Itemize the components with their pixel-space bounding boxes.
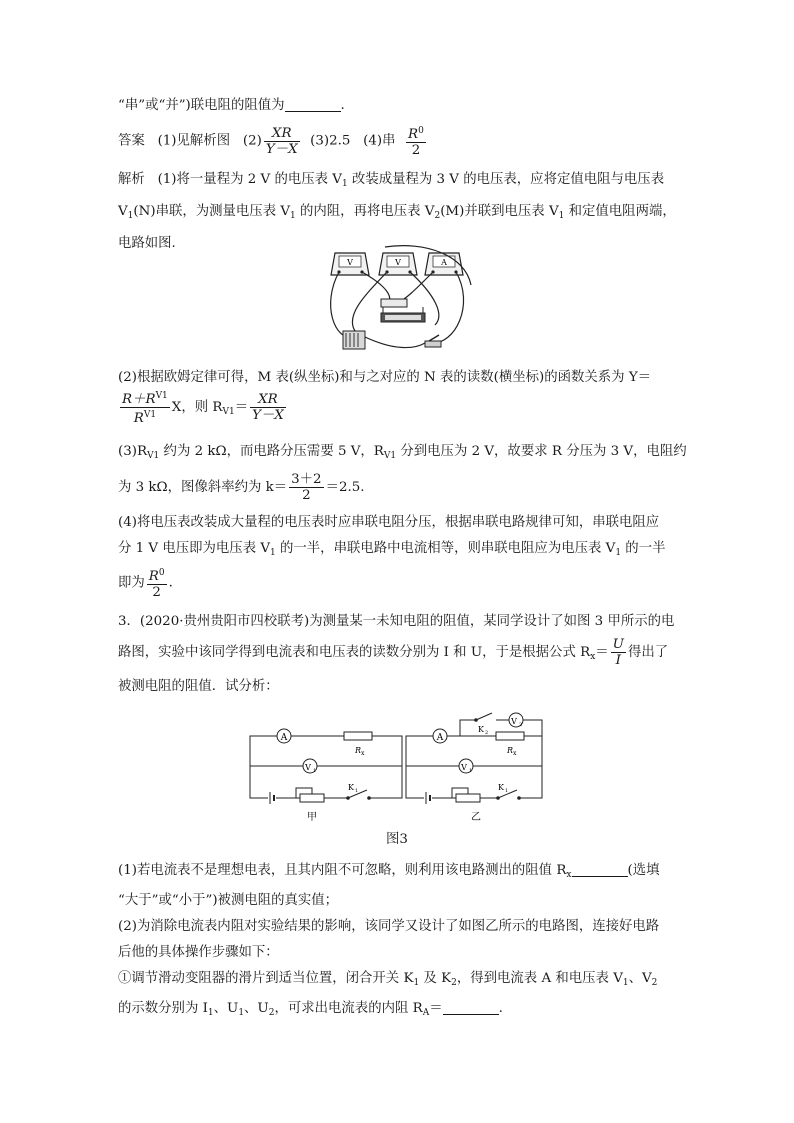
svg-text:A: A (280, 733, 288, 743)
figure-3-circuits (240, 708, 560, 826)
experiment-photo (325, 245, 475, 357)
voltmeter-icon (459, 759, 473, 774)
svg-text:1: 1 (313, 768, 317, 774)
svg-text:x: x (361, 750, 365, 757)
answer-fraction-r0: $\frac{R^0}{2}$ (408, 126, 424, 158)
analysis-part2: (2)根据欧姆定律可得，M 表(纵坐标)和与之对应的 N 表的读数(横坐标)的函数关系为 Y＝ $\frac{R+R^{V1}}{R^{V1}}$ X，则 $R_{V1}=$ $\frac{XR}{Y-X}$ (118, 370, 652, 426)
svg-text:A: A (436, 733, 444, 743)
svg-text:V: V (347, 258, 353, 267)
svg-text:2: 2 (485, 730, 489, 736)
svg-text:1: 1 (505, 788, 509, 794)
resistor-icon (344, 732, 372, 757)
question-3: 3．(2020·贵州贵阳市四校联考)为测量某一未知电阻的阻值，某同学设计了如图 3 甲所示的电 路图，实验中该同学得到电流表和电压表的读数分别为 I 和 U，于是根据公式 $R_x=$ $\frac{U}{I}$ 得出了 被测电阻的阻值．试分析： (118, 614, 675, 694)
analysis-part3: $(3)R_{V1}$ 约为 2 kΩ，而电路分压需要 5 V，$R_{V1}$ 分到电压为 2 V，故要求 R 分压为 3 V，电阻约 为 3 kΩ，图像斜率约为 k＝ $\frac{3+2}{2}$ ＝2.5. (118, 444, 687, 503)
ammeter-icon (277, 729, 291, 743)
figure-caption: 图3 (386, 832, 408, 847)
battery-icon (343, 331, 365, 349)
svg-text:x: x (513, 750, 517, 757)
question-tail: “串”或“并”)联电阻的阻值为 . (118, 98, 345, 113)
rheostat-icon (456, 794, 480, 802)
rheostat-icon (300, 794, 324, 802)
svg-text:1: 1 (355, 788, 359, 794)
meter-icon (425, 253, 463, 275)
analysis-part4: (4)将电压表改装成大量程的电压表时应串联电阻分压，根据串联电路规律可知，串联电阻应 分 1 V 电压即为电压表 $V_1$ 的一半，串联电路中电流相等，则串联电阻应为电压表 $V_1$ 的一半 即为 $\frac{R^0}{2}$ . (118, 515, 666, 600)
question-3-part1: (1)若电流表不是理想电表，且其内阻不可忽略，则利用该电路测出的阻值 $R_x$ (选填 “大于”或“小于”)被测电阻的真实值； (118, 863, 660, 908)
answer-blank (572, 862, 628, 877)
svg-text:V: V (395, 258, 401, 267)
svg-text:2: 2 (519, 722, 523, 728)
svg-text:K: K (478, 725, 484, 734)
analysis-paragraph: 解析 (1)将一量程为 2 V 的电压表 $V_1$ 改装成量程为 3 V 的电压表，应将定值电阻与电压表 $V_1(N)$串联，为测量电压表 $V_1$ 的内阻，再将电压表 $V_2(M)$并联到电压表 $V_1$ 和定值电阻两端， 电路如图. (118, 172, 676, 251)
svg-text:K: K (348, 783, 354, 792)
figure-label-jia: 甲 (307, 812, 317, 823)
answer-fraction: $\frac{XR}{Y-X}$ (265, 125, 298, 157)
answer-line: 答案 (1)见解析图 (2) $\frac{XR}{Y-X}$ (3)2.5 (4)串 $\frac{R^0}{2}$ (118, 125, 424, 158)
answer-blank (285, 97, 341, 112)
ammeter-icon (433, 729, 447, 743)
svg-text:V: V (305, 763, 311, 772)
svg-text:A: A (441, 258, 447, 267)
meter-icon (379, 253, 417, 275)
resistor-icon (496, 732, 524, 757)
meter-icon (331, 253, 369, 275)
question-3-part2: (2)为消除电流表内阻对实验结果的影响，该同学又设计了如图乙所示的电路图，连接好电路 后他的具体操作步骤如下： ①调节滑动变阻器的滑片到适当位置，闭合开关 $K_1$ 及 $K_2$，得到电流表 A 和电压表 $V_1$、$V_2$ 的示数分别为 $I_1$、$U_1$、$U_2$，可求出电流表的内阻 $R_A=$ . (118, 919, 660, 1018)
svg-text:1: 1 (469, 768, 473, 774)
figure-label-yi: 乙 (471, 812, 481, 823)
svg-text:R: R (507, 746, 514, 755)
voltmeter-icon (303, 759, 317, 774)
svg-text:V: V (461, 763, 467, 772)
svg-text:R: R (355, 746, 362, 755)
svg-text:V: V (511, 717, 517, 726)
answer-blank (443, 1000, 499, 1015)
svg-text:K: K (498, 783, 504, 792)
voltmeter-2-icon (509, 713, 523, 728)
